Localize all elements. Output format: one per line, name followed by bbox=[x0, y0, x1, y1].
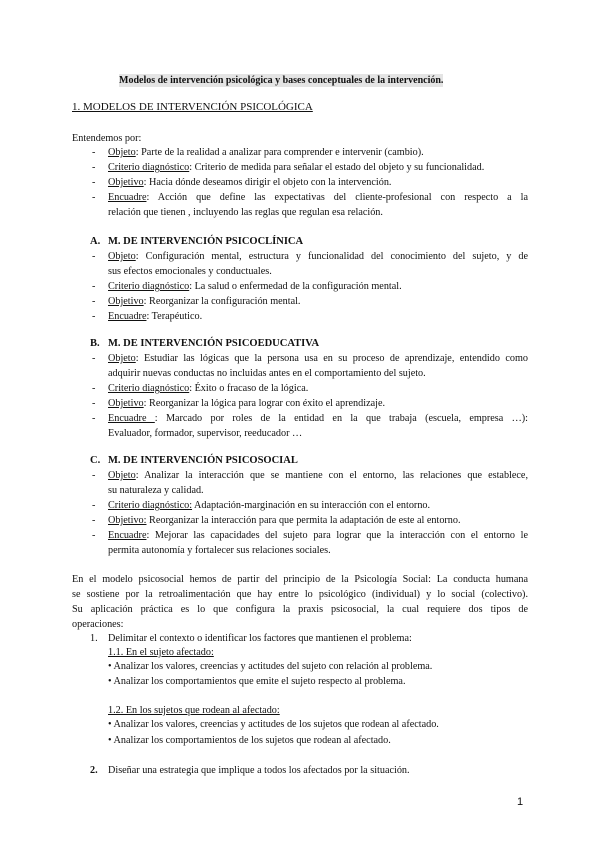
bullet-dash: - bbox=[92, 296, 96, 307]
model-b-letter: B. bbox=[90, 338, 100, 349]
bullet-dash: - bbox=[92, 147, 96, 158]
step-1-2-title: 1.2. En los sujetos que rodean al afectado: bbox=[108, 705, 280, 716]
model-b-item: Objetivo: Reorganizar la lógica para lograr con éxito el aprendizaje. bbox=[108, 398, 386, 409]
step-1-2-item: • Analizar los comportamientos de los sujetos que rodean al afectado. bbox=[108, 735, 391, 746]
definition-item: Objetivo: Hacia dónde deseamos dirigir el objeto con la intervención. bbox=[108, 177, 392, 188]
bullet-dash: - bbox=[92, 515, 96, 526]
model-a-item: Criterio diagnóstico: La salud o enfermedad de la configuración mental. bbox=[108, 281, 402, 292]
model-a-item: Objeto: Configuración mental, estructura y funcionalidad del conocimiento del sujeto, y de bbox=[108, 251, 528, 262]
model-a-title: M. DE INTERVENCIÓN PSICOCLÍNICA bbox=[108, 236, 304, 247]
bullet-dash: - bbox=[92, 470, 96, 481]
step-2-number: 2. bbox=[90, 765, 98, 776]
model-b-title: M. DE INTERVENCIÓN PSICOEDUCATIVA bbox=[108, 338, 320, 349]
step-1-1-item: • Analizar los valores, creencias y actitudes del sujeto con relación al problema. bbox=[108, 661, 433, 672]
model-b-item-cont: Evaluador, formador, supervisor, reeducador … bbox=[108, 428, 303, 439]
step-1-2-item: • Analizar los valores, creencias y actitudes de los sujetos que rodean al afectado. bbox=[108, 719, 439, 730]
model-c-item-cont: permita autonomía y fortalecer sus relaciones sociales. bbox=[108, 545, 331, 556]
model-a-item: Encuadre: Terapéutico. bbox=[108, 311, 203, 322]
model-a-item-cont: sus efectos emocionales y conductuales. bbox=[108, 266, 272, 277]
model-c-item: Criterio diagnóstico: Adaptación-marginación en su interacción con el entorno. bbox=[108, 500, 431, 511]
bullet-dash: - bbox=[92, 162, 96, 173]
bullet-dash: - bbox=[92, 192, 96, 203]
model-c-item: Objeto: Analizar la interacción que se mantiene con el entorno, las relaciones que establece, bbox=[108, 470, 528, 481]
bullet-dash: - bbox=[92, 353, 96, 364]
model-b-item: Encuadre : Marcado por roles de la entidad en la que trabaja (escuela, empresa …): bbox=[108, 413, 528, 424]
model-b-item: Objeto: Estudiar las lógicas que la persona usa en su proceso de aprendizaje, entendido como bbox=[108, 353, 528, 364]
section-heading: 1. MODELOS DE INTERVENCIÓN PSICOLÓGICA bbox=[72, 101, 313, 113]
model-b-item: Criterio diagnóstico: Éxito o fracaso de la lógica. bbox=[108, 383, 309, 394]
document-title: Modelos de intervención psicológica y bases conceptuales de la intervención. bbox=[119, 75, 444, 86]
step-1-text: Delimitar el contexto o identificar los factores que mantienen el problema: bbox=[108, 633, 412, 644]
definition-item: Objeto: Parte de la realidad a analizar para comprender e intervenir (cambio). bbox=[108, 147, 424, 158]
definition-item: Encuadre: Acción que define las expectativas del cliente-profesional con respecto a la bbox=[108, 192, 528, 203]
paragraph-line: operaciones: bbox=[72, 619, 124, 630]
intro-label: Entendemos por: bbox=[72, 133, 142, 144]
step-1-1-title: 1.1. En el sujeto afectado: bbox=[108, 647, 214, 658]
model-c-item-cont: su naturaleza y calidad. bbox=[108, 485, 204, 496]
page-number: 1 bbox=[517, 796, 524, 808]
bullet-dash: - bbox=[92, 177, 96, 188]
paragraph-line: se sostiene por la retroalimentación que hay entre lo psicológico (individual) y lo social (colectivo). bbox=[72, 589, 528, 600]
bullet-dash: - bbox=[92, 311, 96, 322]
step-1-number: 1. bbox=[90, 633, 98, 644]
model-c-item: Encuadre: Mejorar las capacidades del sujeto para lograr que la interacción con el entorno le bbox=[108, 530, 528, 541]
step-1-1-item: • Analizar los comportamientos que emite el sujeto respecto al problema. bbox=[108, 676, 406, 687]
model-c-letter: C. bbox=[90, 455, 101, 466]
paragraph-line: En el modelo psicosocial hemos de partir del principio de la Psicología Social: La conducta humana bbox=[72, 574, 528, 585]
model-c-item: Objetivo: Reorganizar la interacción para que permita la adaptación de este al entorno. bbox=[108, 515, 461, 526]
model-a-letter: A. bbox=[90, 236, 101, 247]
bullet-dash: - bbox=[92, 281, 96, 292]
definition-item: Criterio diagnóstico: Criterio de medida para señalar el estado del objeto y su funcionalidad. bbox=[108, 162, 485, 173]
model-b-item-cont: adquirir nuevas conductas no incluidas antes en el comportamiento del sujeto. bbox=[108, 368, 426, 379]
model-c-title: M. DE INTERVENCIÓN PSICOSOCIAL bbox=[108, 455, 298, 466]
bullet-dash: - bbox=[92, 383, 96, 394]
model-a-item: Objetivo: Reorganizar la configuración mental. bbox=[108, 296, 301, 307]
bullet-dash: - bbox=[92, 398, 96, 409]
bullet-dash: - bbox=[92, 251, 96, 262]
bullet-dash: - bbox=[92, 413, 96, 424]
bullet-dash: - bbox=[92, 500, 96, 511]
definition-item-cont: relación que tienen , incluyendo las reglas que regulan esa relación. bbox=[108, 207, 383, 218]
step-2-text: Diseñar una estrategia que implique a todos los afectados por la situación. bbox=[108, 765, 410, 776]
paragraph-line: Su aplicación práctica es lo que configura la praxis psicosocial, la cual requiere dos tipos de bbox=[72, 604, 528, 615]
bullet-dash: - bbox=[92, 530, 96, 541]
